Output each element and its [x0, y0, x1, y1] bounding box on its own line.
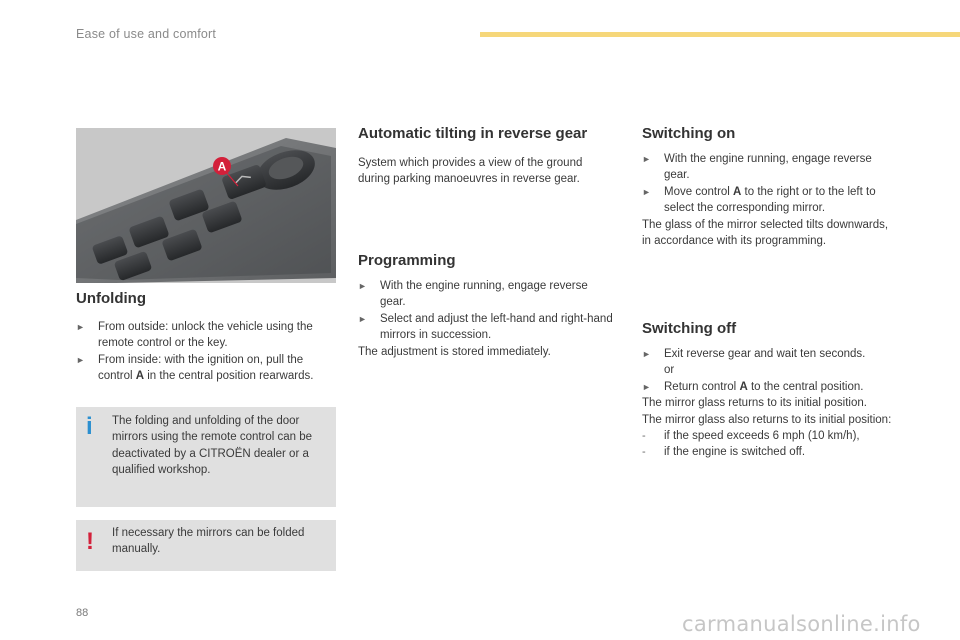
- arrow-bullet-icon: ►: [358, 313, 367, 324]
- unfolding-step: ► From inside: with the ignition on, pull the control A in the central position rearwards.: [76, 353, 314, 383]
- switching-off-step: ► Return control A to the central position.: [642, 379, 897, 395]
- warning-icon: !: [86, 528, 94, 555]
- auto-tilt-section: [358, 125, 613, 188]
- arrow-bullet-icon: ►: [642, 154, 651, 164]
- switching-off-step: ► Exit reverse gear and wait ten seconds.: [642, 346, 897, 362]
- mirror-control-photo: [76, 128, 336, 283]
- arrow-bullet-icon: ►: [642, 186, 651, 197]
- info-icon: i: [86, 413, 93, 440]
- switching-on-title: Switching on: [642, 125, 736, 142]
- watermark: carmanualsonline.info: [682, 612, 921, 636]
- unfolding-step: ► From outside: unlock the vehicle using the remote control or the key.: [76, 321, 313, 350]
- arrow-bullet-icon: ►: [76, 322, 85, 332]
- auto-tilt-title: Automatic tilting in reverse gear: [358, 125, 588, 142]
- switching-off-note-2: The mirror glass also returns to its initial position:: [642, 413, 892, 426]
- switching-off-note-1: The mirror glass returns to its initial position.: [642, 397, 867, 410]
- warning-note: [76, 520, 336, 571]
- programming-title: Programming: [358, 252, 456, 269]
- unfolding-section: [76, 290, 338, 385]
- arrow-bullet-icon: ►: [642, 381, 651, 392]
- programming-note: The adjustment is stored immediately.: [358, 345, 551, 358]
- callout-a-label: A: [217, 159, 227, 174]
- page-number: 88: [76, 607, 89, 619]
- info-note-text: The folding and unfolding of the door mirrors using the remote control can be deactivated by a CITROËN dealer or a qualified workshop.: [112, 415, 313, 477]
- arrow-bullet-icon: ►: [642, 349, 651, 359]
- switching-off-section: [642, 320, 897, 461]
- arrow-bullet-icon: ►: [76, 354, 85, 365]
- switching-on-note: The glass of the mirror selected tilts downwards, in accordance with its programming.: [642, 218, 889, 248]
- programming-section: [358, 252, 613, 360]
- switching-off-or: or: [664, 364, 675, 377]
- switching-on-section: [642, 125, 897, 249]
- switching-off-condition: - if the speed exceeds 6 mph (10 km/h),: [642, 430, 860, 443]
- switching-off-title: Switching off: [642, 320, 737, 337]
- header-accent-bar: [480, 32, 960, 37]
- section-title: Ease of use and comfort: [76, 27, 217, 41]
- auto-tilt-intro: System which provides a view of the ground during parking manoeuvres in reverse gear.: [358, 157, 583, 186]
- unfolding-title: Unfolding: [76, 290, 146, 307]
- warning-note-text: If necessary the mirrors can be folded manually.: [112, 527, 305, 556]
- programming-step: ► With the engine running, engage reverse gear.: [358, 280, 588, 309]
- switching-off-condition: - if the engine is switched off.: [642, 446, 806, 459]
- info-note: [76, 407, 336, 507]
- arrow-bullet-icon: ►: [358, 281, 367, 291]
- switching-on-step: ► Move control A to the right or to the left to select the corresponding mirror.: [642, 185, 876, 215]
- programming-step: ► Select and adjust the left-hand and right-hand mirrors in succession.: [358, 312, 613, 342]
- switching-on-step: ► With the engine running, engage reverse gear.: [642, 153, 872, 182]
